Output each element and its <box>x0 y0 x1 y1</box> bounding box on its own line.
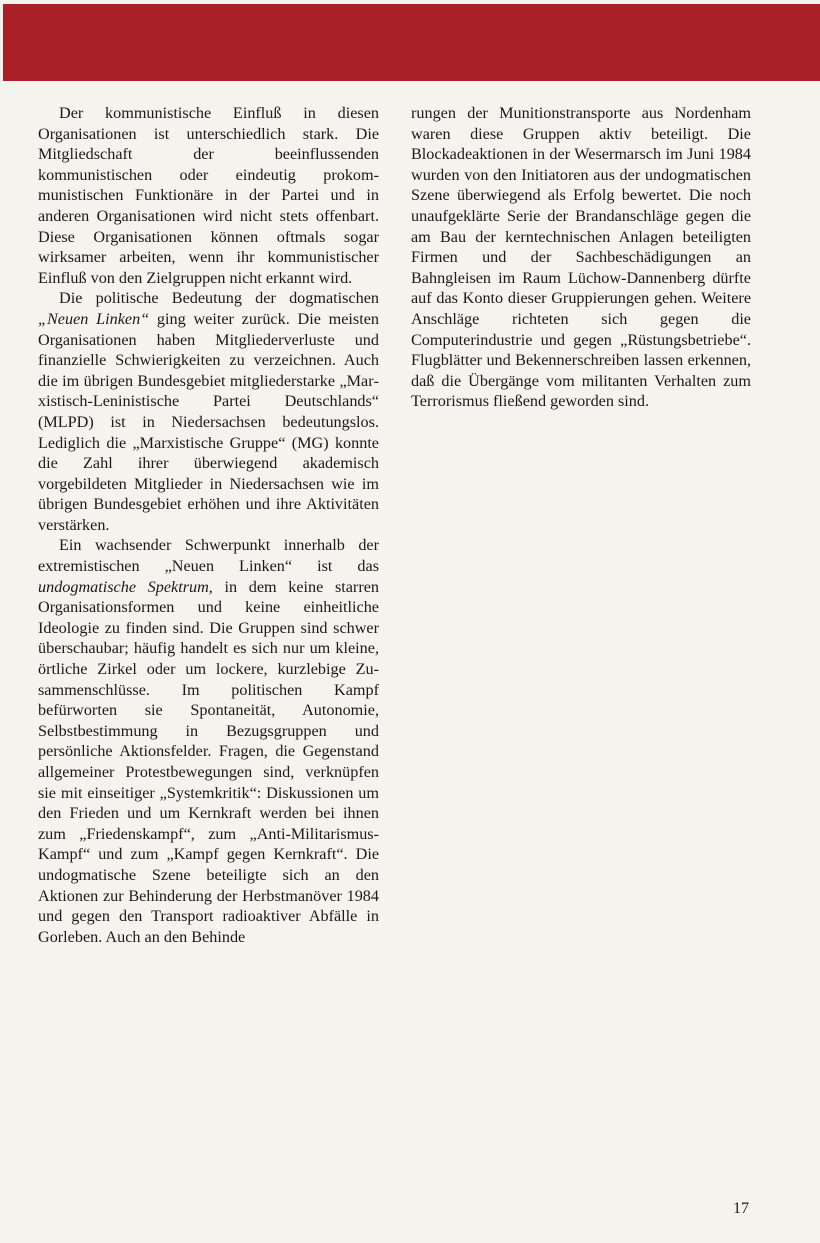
paragraph-undogmatic-spectrum <box>38 535 379 947</box>
paragraph-text: Die politische Bedeutung der dogmatischen <box>59 289 379 308</box>
paragraph-text: in dem keine starren Organisationsformen und keine einheitliche Ideologie zu finden sind. Die Gruppen sind schwer überschaubar; häufig handelt es sich nur um kleine, örtliche Zirkel oder um lockere, kurzlebige Zusammenschlüsse. Im politischen Kampf befürworten sie Spontaneität, Autonomie, Selbstbestimmung in Bezugsgruppen und persönliche Aktionsfelder. Fragen, die Gegenstand allgemeiner Protestbewegungen sind, verknüpfen sie mit einseitiger „Systemkritik“: Diskussionen um den Frieden und um Kernkraft werden bei ihnen zum „Friedenskampf“, zum „Anti-Militarismus-Kampf“ und zum „Kampf gegen Kernkraft“. Die undogmatische Szene beteiligte sich an den Aktionen zur Behinderung der Herbstmanöver 1984 und gegen den Transport radioaktiver Abfälle in Gorleben. Auch an den Behinde <box>38 577 379 946</box>
paragraph-text: ging weiter zurück. Die meisten Organisationen haben Mitgliederverluste und finanzielle Schwierigkeiten zu verzeichnen. Auch die im übrigen Bundesgebiet mitgliederstarke „Marxistisch-Leninistische Partei Deutschlands“ (MLPD) ist in Niedersachsen bedeutungslos. Lediglich die „Marxistische Gruppe“ (MG) konnte die Zahl ihrer überwiegend akademisch vorgebildeten Mitglieder in Niedersachsen wie im übrigen Bundesgebiet erhöhen und ihre Aktivitäten verstärken. <box>38 309 379 534</box>
paragraph-dogmatic-new-left <box>38 288 379 535</box>
emphasis-undogmatische-spektrum: undogmatische Spektrum, <box>38 577 213 596</box>
right-column <box>411 103 751 412</box>
paragraph-text: Ein wachsender Schwerpunkt innerhalb der extremistischen „Neuen Linken“ ist das <box>38 536 379 576</box>
left-column <box>38 103 379 947</box>
emphasis-neuen-linken: „Neuen Linken“ <box>38 309 150 328</box>
paragraph-continuation: rungen der Munitionstransporte aus Nordenham waren diese Gruppen aktiv beteiligt. Die Blockadeaktionen in der Wesermarsch im Juni 1984 wurden von den Initiatoren aus der undogmatischen Szene überwiegend als Erfolg bewertet. Die noch unaufgeklärte Serie der Brandanschläge gegen die am Bau der kerntechnischen Anlagen beteiligten Firmen und der Sachbeschädigungen an Bahngleisen im Raum Lüchow-Dannenberg dürfte auf das Konto dieser Gruppierungen gehen. Weitere Anschläge richteten sich gegen die Computerindustrie und gegen „Rüstungsbetriebe“. Flugblätter und Bekennerschreiben lassen erkennen, daß die Übergänge vom militanten Verhalten zum Terrorismus fließend geworden sind. <box>411 104 751 411</box>
page-number: 17 <box>733 1200 749 1217</box>
header-banner <box>3 4 820 81</box>
paragraph-communist-influence: Der kommunistische Einfluß in diesen Organisationen ist unterschiedlich stark. Die Mitgliedschaft der beeinflussenden kommunistischen oder eindeutig prokommunistischen Funktionäre in der Partei und in anderen Organisationen wird nicht stets offenbart. Diese Organisationen können oftmals sogar wirksamer arbeiten, wenn ihr kommunistischer Einfluß von den Zielgruppen nicht erkannt wird. <box>38 104 379 287</box>
